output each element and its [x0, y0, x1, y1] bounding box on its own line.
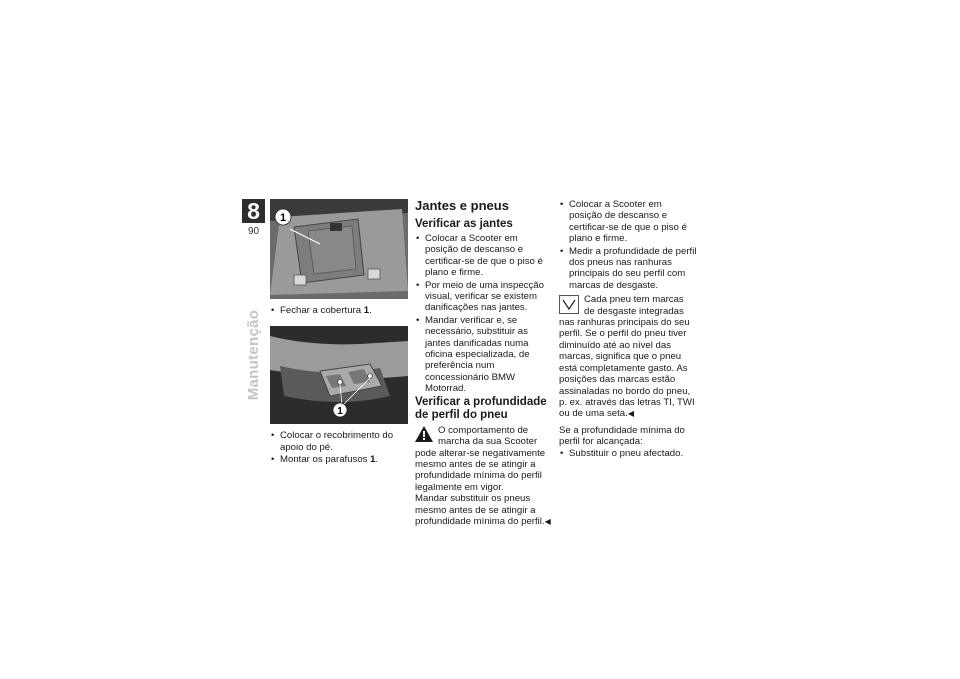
page-number: 90: [247, 226, 260, 237]
callout-1-cover: 1: [279, 212, 287, 224]
list-item: • Fechar a cobertura 1.: [270, 305, 408, 316]
min-depth-paragraph: Se a profundidade mínima do perfil for alcançada:: [559, 424, 685, 448]
end-mark-icon: ◀: [627, 409, 634, 419]
footrest-illustration: [270, 326, 408, 424]
rims-steps: [415, 233, 553, 395]
photo-footrest: [270, 326, 408, 424]
warning-note: [415, 425, 553, 528]
photo-cover: [270, 199, 408, 299]
final-steps: [559, 448, 697, 459]
list-item: • Substituir o pneu afectado.: [559, 448, 697, 459]
chapter-title: Manutenção: [245, 309, 262, 401]
cover-steps: [270, 305, 408, 316]
chapter-number: 8: [242, 199, 265, 223]
list-item: • Colocar a Scooter em posição de descanso e certificar-se de que o piso é plano e firme.: [559, 199, 697, 245]
list-item: • Por meio de uma inspecção visual, verificar se existem danificações nas jantes.: [415, 280, 553, 314]
subheading-tread: Verificar a profundidade de perfil do pneu: [415, 395, 547, 421]
column-3: [559, 199, 697, 460]
tread-steps: [559, 199, 697, 291]
warning-text: O comportamento de marcha da sua Scooter pode alterar-se negativamente mesmo antes de se atingir a profundidade mínima do perfil legalmente em vigor.: [415, 424, 546, 493]
list-item: • Mandar verificar e, se necessário, substituir as jantes danificadas numa oficina especializada, de preferência num concessionário BMW Motorrad.: [415, 315, 553, 395]
list-item: • Colocar o recobrimento do apoio do pé.: [270, 430, 408, 453]
info-note: [559, 294, 697, 419]
cover-illustration: [270, 199, 408, 299]
column-1: [270, 199, 408, 467]
column-2: [415, 199, 553, 527]
section-heading: Jantes e pneus: [415, 198, 509, 213]
warning-text-2: Mandar substituir os pneus mesmo antes de se atingir a profundidade mínima do perfil.◀: [415, 493, 551, 527]
list-item: • Montar os parafusos 1.: [270, 454, 408, 465]
list-item: • Colocar a Scooter em posição de descanso e certificar-se de que o piso é plano e firme.: [415, 233, 553, 279]
note-icon: [559, 295, 579, 314]
note-text: Cada pneu tem marcas de desgaste integradas nas ranhuras principais do seu perfil. Se o perfil do pneu tiver diminuído até ao nível das marcas, significa que o pneu está completamente gasto. As posições das marcas estão assinaladas no bordo do pneu, p. ex. através das letras TI, TWI ou de uma seta.◀: [559, 294, 695, 420]
callout-1-footrest: 1: [337, 406, 343, 418]
warning-icon: [415, 426, 433, 442]
end-mark-icon: ◀: [544, 516, 551, 526]
list-item: • Medir a profundidade de perfil dos pneus nas ranhuras principais do seu perfil com marcas de desgaste.: [559, 246, 697, 292]
footrest-steps: [270, 430, 408, 465]
subheading-rims: Verificar as jantes: [415, 218, 513, 230]
